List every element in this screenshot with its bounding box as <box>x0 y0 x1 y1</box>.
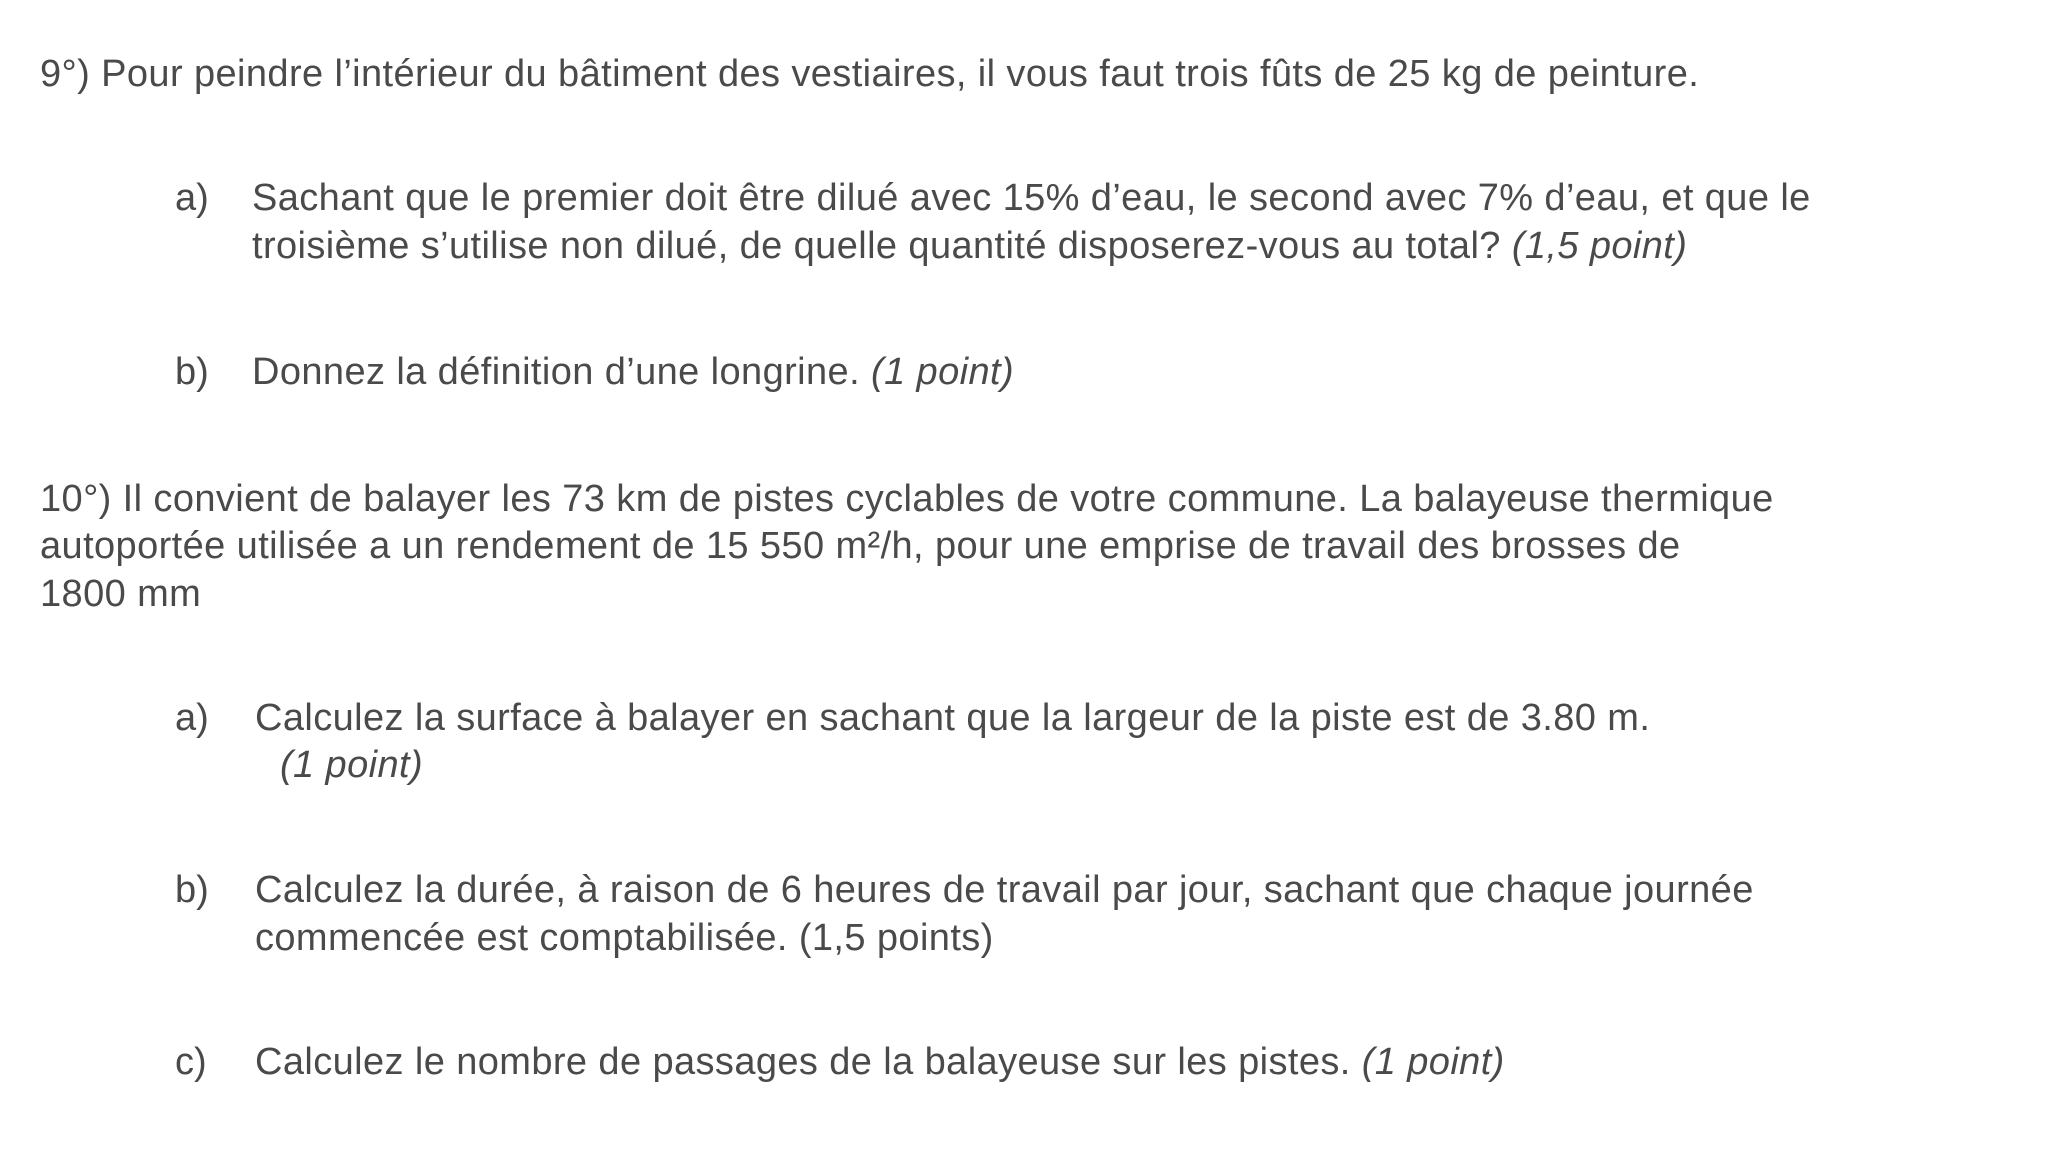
q10-c-letter: c) <box>175 1041 207 1083</box>
q10-c-line <box>255 1038 1505 1086</box>
q9-b-points: (1 point) <box>871 351 1015 393</box>
q9-a-points: (1,5 point) <box>1511 225 1688 267</box>
q10-b-letter: b) <box>175 869 209 911</box>
q10-c-text: Calculez le nombre de passages de la balayeuse sur les pistes. <box>255 1041 1351 1083</box>
q10-intro-line2: autoportée utilisée a un rendement de 15 550 m²/h, pour une emprise de travail des brosses de <box>40 525 1681 567</box>
q9-b-line <box>252 348 1014 396</box>
q9-a-line2 <box>252 222 1687 270</box>
q10-intro-line1: 10°) Il convient de balayer les 73 km de pistes cyclables de votre commune. La balayeuse thermique <box>40 478 1774 520</box>
q10-a-points: (1 point) <box>280 744 424 786</box>
q10-b-line1: Calculez la durée, à raison de 6 heures de travail par jour, sachant que chaque journée <box>255 869 1754 911</box>
q10-b-line2: commencée est comptabilisée. (1,5 points) <box>255 917 994 959</box>
q9-a-letter: a) <box>175 177 209 219</box>
q9-a-line1: Sachant que le premier doit être dilué avec 15% d’eau, le second avec 7% d’eau, et que le <box>252 177 1811 219</box>
q9-intro: 9°) Pour peindre l’intérieur du bâtiment des vestiaires, il vous faut trois fûts de 25 kg de peinture. <box>40 53 1700 95</box>
q10-a-text: Calculez la surface à balayer en sachant que la largeur de la piste est de 3.80 m. <box>255 697 1651 739</box>
q9-b-letter: b) <box>175 351 209 393</box>
q9-a-line2-text: troisième s’utilise non dilué, de quelle quantité disposerez-vous au total? <box>252 225 1501 267</box>
q10-c-points: (1 point) <box>1361 1041 1505 1083</box>
q10-intro-line3: 1800 mm <box>40 573 202 615</box>
q9-b-text: Donnez la définition d’une longrine. <box>252 351 861 393</box>
q10-a-letter: a) <box>175 697 209 739</box>
